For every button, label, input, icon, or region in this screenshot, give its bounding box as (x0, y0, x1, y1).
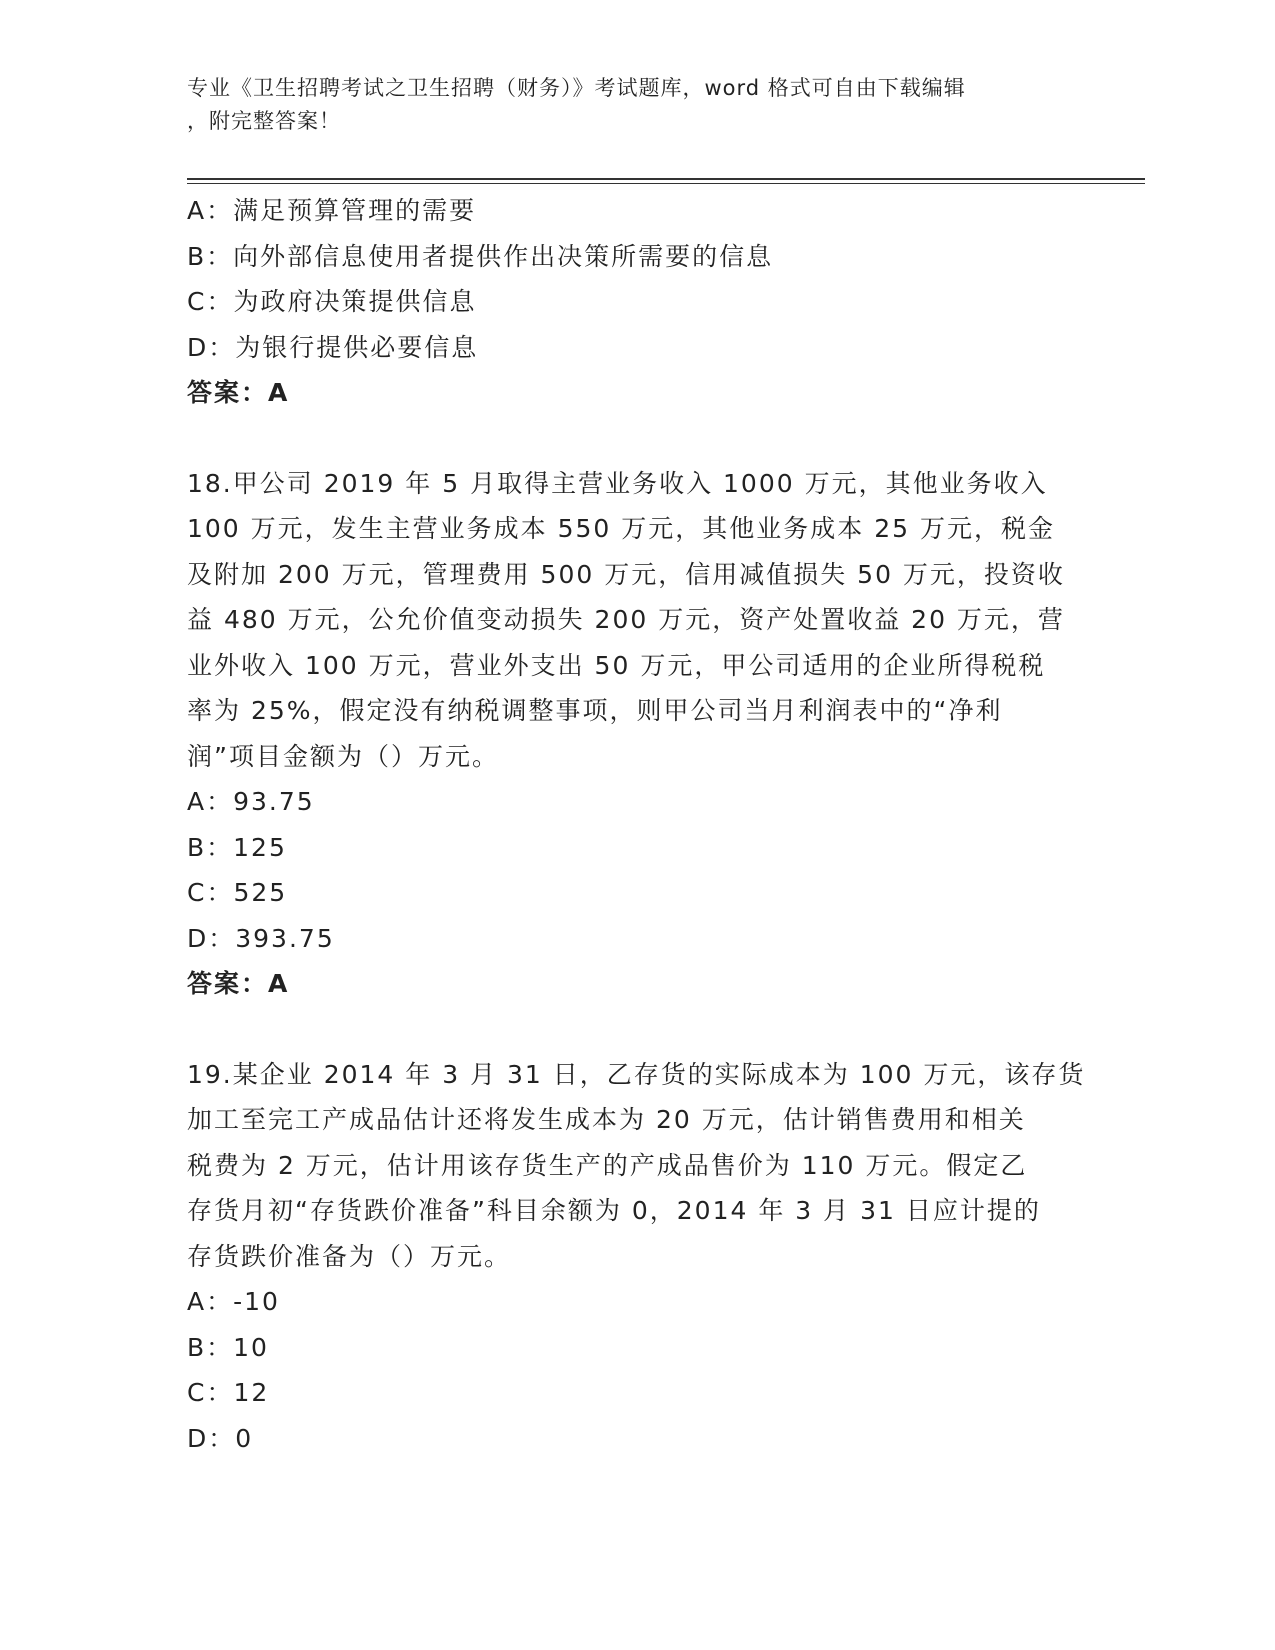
question-text-line: 加工至完工产成品估计还将发生成本为 20 万元，估计销售费用和相关 (187, 1105, 1026, 1134)
header-line-2: ，附完整答案！ (187, 109, 341, 133)
question-text-line: 存货月初“存货跌价准备”科目余额为 0，2014 年 3 月 31 日应计提的 (187, 1196, 1041, 1225)
question-18 (187, 461, 1067, 1007)
question-19 (187, 1052, 1086, 1462)
question-content (187, 188, 1086, 1461)
option-c: C：为政府决策提供信息 (187, 287, 477, 316)
option-c: C：525 (187, 878, 288, 907)
question-text-line: 18.甲公司 2019 年 5 月取得主营业务收入 1000 万元，其他业务收入 (187, 468, 1048, 498)
document-header (187, 72, 1087, 138)
answer: 答案：A (187, 969, 290, 998)
question-text-line: 及附加 200 万元，管理费用 500 万元，信用减值损失 50 万元，投资收 (187, 559, 1065, 589)
spacer (187, 1007, 1067, 1052)
option-d: D：为银行提供必要信息 (187, 332, 479, 362)
option-b: B：向外部信息使用者提供作出决策所需要的信息 (187, 241, 774, 271)
question-17 (187, 188, 1067, 416)
question-text-line: 19.某企业 2014 年 3 月 31 日，乙存货的实际成本为 100 万元，该存货 (187, 1059, 1086, 1089)
option-d: D：0 (187, 1423, 254, 1453)
header-line-1: 专业《卫生招聘考试之卫生招聘（财务）》考试题库，word 格式可自由下载编辑 (187, 76, 966, 100)
spacer (187, 416, 1067, 461)
option-a: A：满足预算管理的需要 (187, 196, 477, 225)
option-b: B：10 (187, 1332, 269, 1362)
header-divider-thin (187, 183, 1145, 184)
header-divider-thick (187, 178, 1145, 180)
option-c: C：12 (187, 1378, 270, 1407)
option-a: A：93.75 (187, 787, 315, 816)
question-text-line: 率为 25%，假定没有纳税调整事项，则甲公司当月利润表中的“净利 (187, 696, 1003, 725)
answer: 答案：A (187, 378, 290, 407)
option-a: A：-10 (187, 1287, 280, 1316)
option-d: D：393.75 (187, 923, 335, 953)
question-text-line: 100 万元，发生主营业务成本 550 万元，其他业务成本 25 万元，税金 (187, 514, 1055, 543)
question-text-line: 润”项目金额为（）万元。 (187, 741, 499, 771)
question-text-line: 业外收入 100 万元，营业外支出 50 万元，甲公司适用的企业所得税税 (187, 650, 1046, 680)
option-b: B：125 (187, 832, 287, 862)
question-text-line: 益 480 万元，公允价值变动损失 200 万元，资产处置收益 20 万元，营 (187, 605, 1065, 634)
question-text-line: 税费为 2 万元，估计用该存货生产的产成品售价为 110 万元。假定乙 (187, 1150, 1028, 1180)
question-text-line: 存货跌价准备为（）万元。 (187, 1241, 512, 1271)
